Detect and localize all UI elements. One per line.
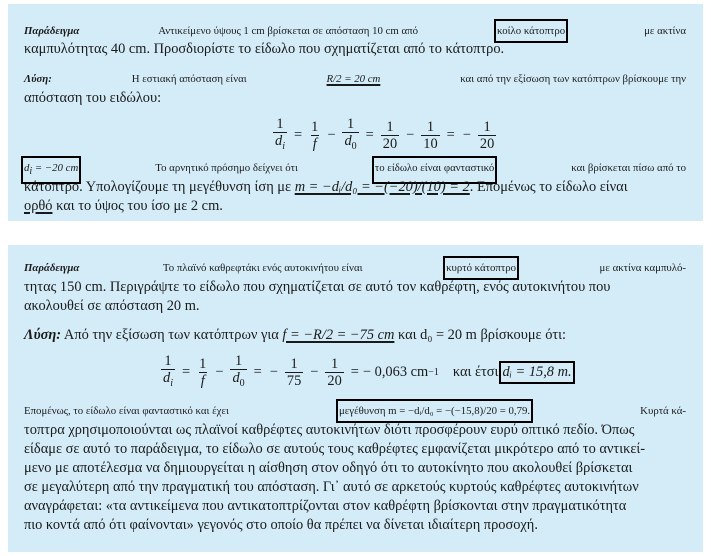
equals-sign: = xyxy=(181,363,191,380)
ex2-r1a: Επομένως, το είδωλο είναι φανταστικό και έχει xyxy=(24,405,229,417)
ex2-result-line-6: αναγράφεται: «τα αντικείμενα που αντικατοπτρίζονται στον καθρέφτη βρίσκονται στην πραγματικότητα xyxy=(24,498,627,514)
frac-1-over-75: $\frac{1}{75}$ xyxy=(286,355,302,389)
frac-1-over-do: $\frac{1}{d_0}$ xyxy=(230,353,246,392)
frac-1-over-f: $\frac{1}{f}$ xyxy=(311,118,319,152)
frac-1-over-di: $\frac{1}{d_i}$ xyxy=(273,116,287,155)
underline-upright: ορθό xyxy=(24,198,53,214)
ex2-sol-a: Από την εξίσωση των κατόπτρων για xyxy=(63,327,279,343)
frac-1-over-f: $\frac{1}{f}$ xyxy=(199,355,207,389)
ex2-line-1 xyxy=(24,259,686,277)
ex1-line-1 xyxy=(24,22,686,40)
ex1-res-1a: Το αρνητικό πρόσημο δείχνει ότι xyxy=(155,162,298,174)
minus-sign: − xyxy=(269,363,278,380)
ex1-result-line-2 xyxy=(24,178,628,196)
ex2-result-line-4: μενο με αποτέλεσμα να δημιουργείται η αίσθηση στον οδηγό ότι το αυτοκίνητο που ακολουθεί βρίσκεται xyxy=(24,460,633,476)
ex2-line-2: τητας 150 cm. Περιγράψτε το είδωλο που σχηματίζεται σε αυτό τον καθρέφτη, ενός αυτοκινήτου που xyxy=(24,279,611,295)
minus-sign: − xyxy=(215,363,224,380)
ex2-result-line-7: πιο κοντά από ότι φαίνονται» γεγονός στο οποίο θα πρέπει να δίνεται ιδιαίτερη προσοχή. xyxy=(24,517,538,533)
minus-sign: − xyxy=(406,126,415,143)
mirror-equation-1 xyxy=(270,116,499,155)
mirror-equation-2 xyxy=(158,353,572,392)
example-panel-1 xyxy=(8,4,703,221)
example-panel-2 xyxy=(8,245,703,552)
ex1-line-2 xyxy=(24,40,504,58)
frac-1-over-20: $\frac{1}{20}$ xyxy=(382,118,398,152)
box-image-distance-2: dᵢ = 15,8 m. xyxy=(502,363,572,380)
box-magnification: μεγέθυνση m = −dᵢ/d₀ = −(−15,8)/20 = 0,79. xyxy=(339,402,530,420)
frac-1-over-20-result: $\frac{1}{20}$ xyxy=(479,118,495,152)
ex2-l1b: με ακτίνα καμπυλό- xyxy=(599,262,686,274)
ex2-line-3: ακολουθεί σε απόσταση 20 m. xyxy=(24,298,200,314)
ex1-solution-line-1 xyxy=(24,70,686,88)
equals-sign: = xyxy=(446,126,455,143)
ex1-solution-label: Λύση: xyxy=(24,73,52,85)
eq2-and: και έτσι xyxy=(452,363,499,380)
ex2-result-line-1 xyxy=(24,402,686,420)
underline-magnification: m = −dᵢ/d₀ = −(−20)/(10) = 2 xyxy=(294,179,470,195)
equals-sign: = xyxy=(365,126,374,143)
ex1-sol-1b: και από την εξίσωση των κατόπτρων βρίσκουμε την xyxy=(460,73,686,85)
ex2-sol-b: και d₀ = 20 m βρίσκουμε ότι: xyxy=(398,327,567,343)
minus-sign: − xyxy=(327,126,336,143)
equals-sign: = xyxy=(253,363,262,380)
ex1-problem-1b: με ακτίνα xyxy=(644,25,686,37)
ex2-solution-label: Λύση: xyxy=(24,327,62,343)
ex1-result-line-3 xyxy=(24,197,223,215)
equals-sign: = xyxy=(293,126,303,143)
minus-sign: − xyxy=(310,363,319,380)
underline-focal-length-2: f = −R/2 = −75 cm xyxy=(282,327,395,343)
ex1-res-2a: κάτοπτρο. Υπολογίζουμε τη μεγέθυνση ίση με xyxy=(24,179,292,195)
ex1-solution-line-2 xyxy=(24,89,161,107)
ex1-res-1b: και βρίσκεται πίσω από το xyxy=(571,162,686,174)
minus-sign: − xyxy=(462,126,471,143)
box-concave-mirror: κοίλο κάτοπτρο xyxy=(497,22,565,40)
box-convex-mirror: κυρτό κάτοπτρο xyxy=(446,259,516,277)
ex2-l1a: Το πλαϊνό καθρεφτάκι ενός αυτοκινήτου είναι xyxy=(162,262,363,274)
ex1-res-2b: . Επομένως το είδωλο είναι xyxy=(469,179,628,195)
ex1-problem-1a: Αντικείμενο ύψους 1 cm βρίσκεται σε απόσταση 10 cm από xyxy=(158,25,419,37)
ex2-result-line-2: τοπτρα χρησιμοποιούνται ως πλαϊνοί καθρέφτες αυτοκινήτων διότι προσφέρουν ευρύ οπτικό πεδίο. Όπως xyxy=(24,422,635,438)
ex2-result-line-3: είδαμε σε αυτό το παράδειγμα, το είδωλο σε αυτούς τους καθρέφτες εμφανίζεται μικρότερο από το αντικεί- xyxy=(24,441,646,457)
ex2-result-line-5: σε μεγαλύτερη από την πραγματική του απόσταση. Γι᾽ αυτό σε αρκετούς κυρτούς καθρέφτες αυτοκινήτων xyxy=(24,479,639,495)
ex1-sol-1a: Η εστιακή απόσταση είναι xyxy=(131,73,247,85)
ex2-solution-line xyxy=(24,326,566,344)
ex2-r1b: Κυρτά κά- xyxy=(640,405,686,417)
frac-1-over-10: $\frac{1}{10}$ xyxy=(423,118,438,152)
frac-1-over-do: $\frac{1}{d_0}$ xyxy=(342,116,358,155)
underline-focal-length: R/2 = 20 cm xyxy=(326,73,381,85)
ex1-sol-2: απόσταση του ειδώλου: xyxy=(24,90,162,106)
eq2-value: − 0,063 cm xyxy=(362,363,429,380)
ex1-res-3: και το ύψος του ίσο με 2 cm. xyxy=(56,198,223,214)
ex1-label: Παράδειγμα xyxy=(24,25,80,37)
eq2-exponent: −1 xyxy=(428,366,439,378)
box-virtual-image: το είδωλο είναι φανταστικό xyxy=(375,159,494,181)
ex2-label: Παράδειγμα xyxy=(24,262,80,274)
frac-1-over-20: $\frac{1}{20}$ xyxy=(327,355,342,389)
frac-1-over-di: $\frac{1}{d_i}$ xyxy=(161,353,175,392)
ex1-problem-2: καμπυλότητας 40 cm. Προσδιορίστε το είδωλο που σχηματίζεται από το κάτοπτρο. xyxy=(24,41,505,57)
box-image-distance: $d_i = -20$ cm xyxy=(24,159,78,181)
equals-sign: = xyxy=(350,363,359,380)
